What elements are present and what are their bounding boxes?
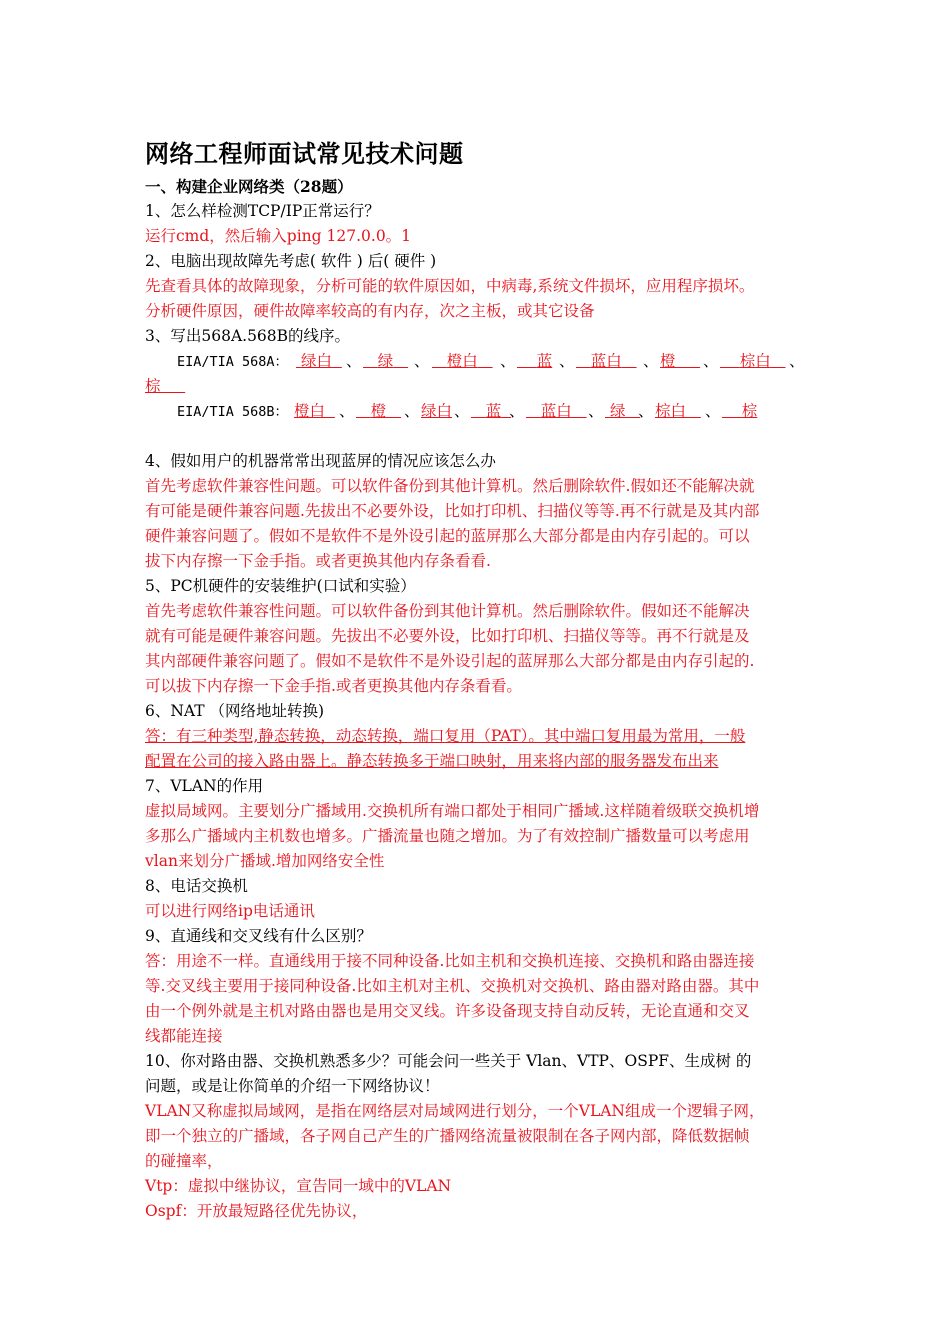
answer-7-line: 多那么广播域内主机数也增多。广播流量也随之增加。为了有效控制广播数量可以考虑用 [145, 827, 750, 845]
answer-7-line: vlan来划分广播域.增加网络安全性 [145, 852, 385, 870]
separator: 、 [705, 402, 721, 420]
separator: 、 [509, 402, 525, 420]
wire-568a-1: 绿白 [300, 352, 332, 370]
answer-4-line: 有可能是硬件兼容问题.先拔出不必要外设，比如打印机、扫描仪等等.再不行就是及其内部 [145, 502, 760, 520]
question-3: 3、写出568A.568B的线序。 [145, 327, 351, 345]
separator: 、 [588, 402, 604, 420]
wire-568b-4: 蓝 [485, 402, 502, 420]
question-7: 7、VLAN的作用 [145, 777, 264, 795]
wire-568a-4: 蓝 [536, 352, 553, 370]
separator: 、 [703, 352, 719, 370]
wire-568b-2: 橙 [370, 402, 387, 420]
separator: 、 [414, 352, 430, 370]
answer-1: 运行cmd，然后输入ping 127.0.0。1 [145, 227, 412, 245]
question-2: 2、电脑出现故障先考虑( 软件 ) 后( 硬件 ) [145, 252, 437, 270]
answer-9-line: 线都能连接 [145, 1027, 223, 1045]
answer-5-line: 可以拔下内存擦一下金手指.或者更换其他内存条看看。 [145, 677, 522, 695]
wire-568a-7: 棕白 [739, 352, 771, 370]
answer-9-line: 答：用途不一样。直通线用于接不同种设备.比如主机和交换机连接、交换机和路由器连接 [145, 952, 755, 970]
question-10-line: 问题，或是让你简单的介绍一下网络协议！ [145, 1077, 440, 1095]
question-6: 6、NAT （网络地址转换) [145, 702, 325, 720]
wire-568a-8: 棕 [145, 377, 161, 395]
wire-568b-6: 绿 [609, 402, 626, 420]
separator: 、 [454, 402, 470, 420]
answer-5-line: 其内部硬件兼容问题了。假如不是软件不是外设引起的蓝屏那么大部分都是由内存引起的. [145, 652, 755, 670]
answer-10-line: 的碰撞率， [145, 1152, 223, 1170]
separator: 、 [404, 402, 420, 420]
wire-568b-1: 橙白 [294, 402, 326, 420]
wire-568a-2: 绿 [377, 352, 394, 370]
answer-4-line: 首先考虑软件兼容性问题。可以软件备份到其他计算机。然后删除软件.假如还不能解决就 [145, 477, 755, 495]
answer-9-line: 等.交叉线主要用于接同种设备.比如主机对主机、交换机对交换机、路由器对路由器。其中 [145, 977, 760, 995]
separator: 、 [559, 352, 575, 370]
wire-568b-3: 绿白 [421, 402, 453, 420]
answer-6-line: 配置在公司的接入路由器上。静态转换多于端口映射，用来将内部的服务器发布出来 [145, 752, 719, 770]
answer-2-line-2: 分析硬件原因，硬件故障率较高的有内存，次之主板，或其它设备 [145, 302, 595, 320]
question-5: 5、PC机硬件的安装维护(口试和实验） [145, 577, 416, 595]
answer-ospf: Ospf：开放最短路径优先协议， [145, 1202, 368, 1220]
separator: 、 [339, 402, 355, 420]
answer-8: 可以进行网络ip电话通讯 [145, 902, 315, 920]
answer-vtp: Vtp：虚拟中继协议，宣告同一域中的VLAN [145, 1177, 452, 1195]
separator: 、 [500, 352, 516, 370]
separator: 、 [638, 402, 654, 420]
wire-568b-5: 蓝白 [540, 402, 572, 420]
answer-5-line: 首先考虑软件兼容性问题。可以软件备份到其他计算机。然后删除软件。假如还不能解决 [145, 602, 750, 620]
question-8: 8、电话交换机 [145, 877, 248, 895]
wire-568a-3: 橙白 [446, 352, 478, 370]
answer-6-line: 答：有三种类型,静态转换，动态转换，端口复用（PAT）。其中端口复用最为常用，一般 [145, 727, 746, 745]
wire-568b-7: 棕白 [655, 402, 687, 420]
answer-7-line: 虚拟局域网。主要划分广播域用.交换机所有端口都处于相同广播域.这样随着级联交换机增 [145, 802, 760, 820]
separator: 、 [789, 352, 805, 370]
separator: 、 [643, 352, 659, 370]
wire-568a-6: 橙 [660, 352, 676, 370]
wire-568b-8: 棕 [741, 402, 758, 420]
answer-9-line: 由一个例外就是主机对路由器也是用交叉线。许多设备现支持自动反转，无论直通和交叉 [145, 1002, 750, 1020]
wiring-568b-label: EIA/TIA 568B： [177, 404, 289, 420]
question-9: 9、直通线和交叉线有什么区别？ [145, 927, 372, 945]
question-4: 4、假如用户的机器常常出现蓝屏的情况应该怎么办 [145, 452, 496, 470]
answer-4-line: 拔下内存擦一下金手指。或者更换其他内存条看看. [145, 552, 491, 570]
answer-5-line: 就有可能是硬件兼容问题。先拔出不必要外设，比如打印机、扫描仪等等。再不行就是及 [145, 627, 750, 645]
question-10-line: 10、你对路由器、交换机熟悉多少？可能会问一些关于 Vlan、VTP、OSPF、生成树 的 [145, 1052, 752, 1070]
wire-568a-5: 蓝白 [590, 352, 622, 370]
separator: 、 [346, 352, 362, 370]
question-1: 1、怎么样检测TCP/IP正常运行？ [145, 202, 380, 220]
answer-10-line: VLAN又称虚拟局域网，是指在网络层对局域网进行划分，一个VLAN组成一个逻辑子网， [145, 1102, 765, 1120]
answer-10-line: 即一个独立的广播域，各子网自己产生的广播网络流量被限制在各子网内部，降低数据帧 [145, 1127, 750, 1145]
section-heading: 一、构建企业网络类（28题） [145, 177, 353, 196]
answer-4-line: 硬件兼容问题了。假如不是软件不是外设引起的蓝屏那么大部分都是由内存引起的。可以 [145, 527, 750, 545]
wiring-568a-label: EIA/TIA 568A： [177, 354, 289, 370]
page-title: 网络工程师面试常见技术问题 [145, 139, 464, 168]
answer-2-line-1: 先查看具体的故障现象，分析可能的软件原因如，中病毒,系统文件损坏，应用程序损坏。 [145, 277, 755, 295]
